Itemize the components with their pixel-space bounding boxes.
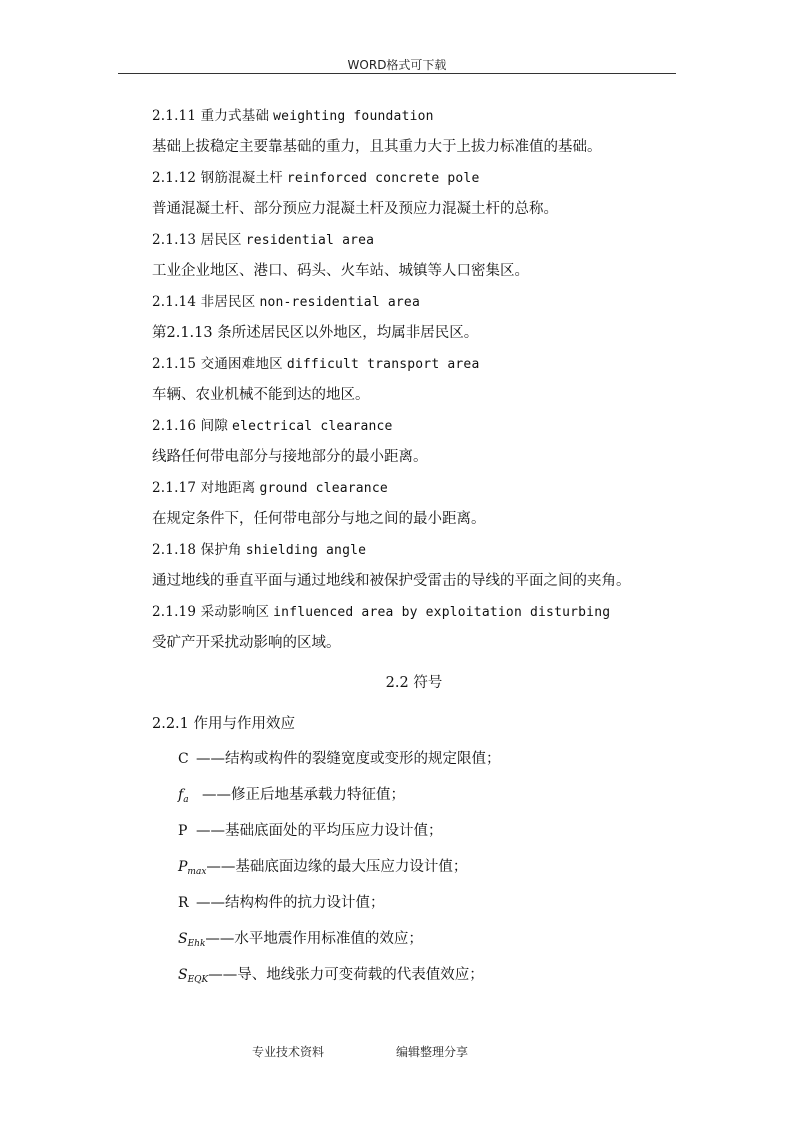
symbol-row [152,741,712,777]
term-english: difficult transport area [286,357,480,372]
symbol-subscript: Ehk [187,939,206,949]
term-heading [152,411,712,442]
symbol-subscript: a [183,795,189,805]
symbol-main: P [178,859,188,875]
term-number: 2.1.12 [152,170,197,186]
symbol-letter [178,957,208,998]
document-body [152,101,712,993]
term-chinese: 间隙 [200,418,229,434]
term-english: influenced area by exploitation disturbing [273,605,611,620]
term-definition: 基础上拔稳定主要靠基础的重力，且其重力大于上拔力标准值的基础。 [152,139,602,155]
term-heading [152,473,712,504]
symbol-row [152,921,712,957]
symbol-main: S [178,931,188,947]
symbol-letter [178,813,196,849]
symbol-main: f [178,787,184,803]
term-definition: 普通混凝土杆、部分预应力混凝土杆及预应力混凝土杆的总称。 [152,201,558,217]
footer-left-text: 专业技术资料 [252,1045,325,1059]
term-heading [152,101,712,132]
section-title: 2.2 符号 [385,675,443,691]
term-definition: 车辆、农业机械不能到达的地区。 [152,387,370,403]
symbol-main: C [178,751,189,767]
symbol-letter [178,885,196,921]
term-chinese: 重力式基础 [200,108,270,124]
term-heading [152,287,712,318]
term-heading [152,225,712,256]
term-definition: 在规定条件下，任何带电部分与地之间的最小距离。 [152,511,486,527]
term-english: reinforced concrete pole [286,171,480,186]
term-heading [152,535,712,566]
symbol-letter [178,921,205,962]
symbol-subscript: max [187,867,207,877]
symbol-letter [178,849,206,890]
term-definition: 第2.1.13 条所述居民区以外地区，均属非居民区。 [152,325,479,341]
symbol-row [152,849,712,885]
header-rule [118,73,676,74]
term-number: 2.1.11 [152,108,197,124]
symbol-description: ——结构或构件的裂缝宽度或变形的规定限值； [196,751,501,767]
term-number: 2.1.15 [152,356,197,372]
symbol-letter [178,777,202,818]
term-number: 2.1.17 [152,480,197,496]
term-chinese: 采动影响区 [200,604,270,620]
terms-list [152,101,712,659]
term-chinese: 钢筋混凝土杆 [200,170,283,186]
symbol-row [152,813,712,849]
term-number: 2.1.14 [152,294,197,310]
symbol-row [152,777,712,813]
term-definition: 线路任何带电部分与接地部分的最小距离。 [152,449,428,465]
symbol-description: ——基础底面边缘的最大压应力设计值； [206,859,468,875]
term-heading [152,163,712,194]
term-definition: 工业企业地区、港口、码头、火车站、城镇等人口密集区。 [152,263,529,279]
term-english: non-residential area [259,295,420,310]
term-number: 2.1.18 [152,542,197,558]
term-number: 2.1.16 [152,418,197,434]
symbol-description: ——导、地线张力可变荷载的代表值效应； [208,967,484,983]
term-english: weighting foundation [273,109,434,124]
symbol-description: ——基础底面处的平均压应力设计值； [196,823,443,839]
term-english: ground clearance [259,481,388,496]
symbols-list [152,741,712,993]
symbol-description: ——结构构件的抗力设计值； [196,895,385,911]
symbol-subscript: EQK [187,975,209,985]
symbol-row [152,885,712,921]
symbol-main: R [178,895,189,911]
symbol-letter [178,741,196,777]
term-heading [152,597,712,628]
subsection-title: 2.2.1 作用与作用效应 [152,716,296,732]
symbol-description: ——水平地震作用标准值的效应； [205,931,423,947]
page-header: WORD格式可下载 [347,58,447,72]
symbol-description: ——修正后地基承载力特征值； [202,787,405,803]
term-chinese: 居民区 [200,232,242,248]
term-chinese: 对地距离 [200,480,256,496]
symbol-row [152,957,712,993]
term-number: 2.1.19 [152,604,197,620]
symbol-main: P [178,823,188,839]
term-definition: 通过地线的垂直平面与通过地线和被保护受雷击的导线的平面之间的夹角。 [152,573,631,589]
footer-right-text: 编辑整理分享 [396,1045,469,1059]
term-number: 2.1.13 [152,232,197,248]
symbol-main: S [178,967,188,983]
term-heading [152,349,712,380]
term-english: electrical clearance [232,419,393,434]
term-chinese: 交通困难地区 [200,356,283,372]
term-english: shielding angle [245,543,367,558]
term-chinese: 保护角 [200,542,242,558]
term-chinese: 非居民区 [200,294,256,310]
term-english: residential area [245,233,375,248]
term-definition: 受矿产开采扰动影响的区域。 [152,635,341,651]
